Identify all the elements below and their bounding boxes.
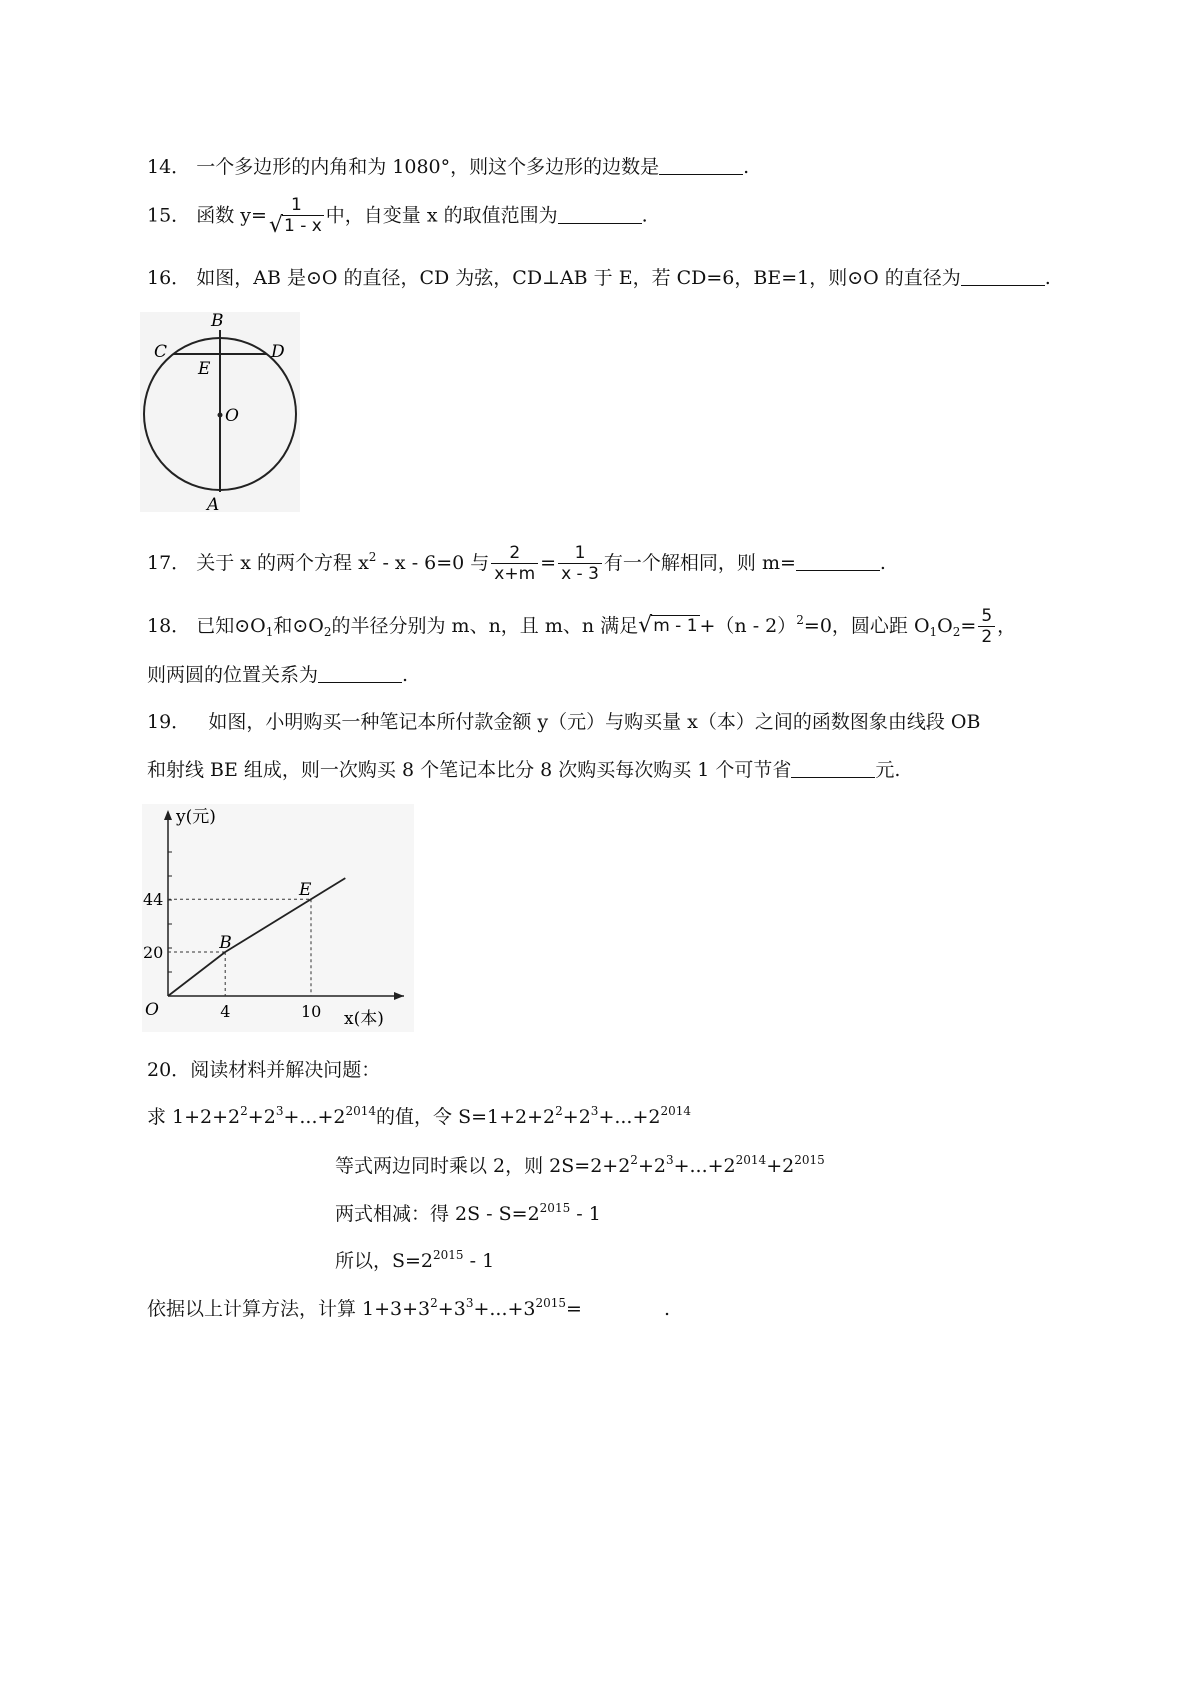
point-label-e: E xyxy=(299,880,312,901)
fraction: $\frac{1}{x - 3}$ xyxy=(558,544,602,584)
question-19-line-2: 和射线 BE 组成，则一次购买 8 个笔记本比分 8 次购买每次购买 1 个可节省 元. xyxy=(147,759,901,781)
fraction: 1 √ 1 - x xyxy=(268,195,322,238)
fraction: $\frac{2}{x+m}$ xyxy=(491,544,538,584)
question-20: 20．阅读材料并解决问题： xyxy=(147,1059,381,1081)
label-c: C xyxy=(154,342,168,362)
question-17: 17． 关于 x 的两个方程 $x^2 - x - 6=0$ 与 $\frac{2}{x+m}$ = $\frac{1}{x - 3}$ 有一个解相同，则 m= . xyxy=(147,543,886,584)
answer-blank xyxy=(659,156,743,175)
q20-line-4: 所以，$S=2^{2015} - 1$ xyxy=(335,1248,495,1272)
q20-line-1: 求 $1+2+2^2+2^3+...+2^{2014}$的值，令 $S=1+2+2^2+2^3+...+2^{2014}$ xyxy=(147,1104,692,1128)
label-o: O xyxy=(225,406,239,426)
x-tick-label: 4 xyxy=(220,1002,231,1021)
fraction: $\frac{5}{2}$ xyxy=(978,607,995,647)
answer-blank xyxy=(318,664,402,683)
x-axis-label: x(本) xyxy=(344,1009,384,1029)
q20-line-5: 依据以上计算方法，计算 $1+3+3^2+3^3+...+3^{2015}=$ . xyxy=(147,1296,671,1320)
q20-line-3: 两式相减：得 $2S - S=2^{2015} - 1$ xyxy=(335,1201,601,1225)
y-tick-label: 44 xyxy=(143,890,164,910)
answer-blank xyxy=(558,205,642,224)
label-e: E xyxy=(198,359,211,379)
label-b: B xyxy=(211,312,224,331)
y-axis-label: y(元) xyxy=(176,807,216,827)
origin-label: O xyxy=(145,1000,159,1020)
point-label-b: B xyxy=(219,933,232,953)
label-d: D xyxy=(271,342,285,362)
square-root: √ 1 - x xyxy=(268,212,322,238)
answer-blank xyxy=(961,267,1045,286)
question-15: 15． 函数 y= 1 √ 1 - x 中，自变量 x 的取值范围为 . xyxy=(147,195,648,238)
answer-blank xyxy=(791,759,875,778)
function-chart xyxy=(142,804,414,1037)
question-18-line-2: 则两圆的位置关系为 . xyxy=(147,664,409,686)
question-19: 19． 如图，小明购买一种笔记本所付款金额 y（元）与购买量 x（本）之间的函数图象由线段 OB xyxy=(147,711,981,733)
x-tick-label: 10 xyxy=(301,1002,322,1021)
label-a: A xyxy=(207,495,220,512)
y-tick-label: 20 xyxy=(143,943,164,962)
square-root: √ m - 1 xyxy=(638,613,698,639)
question-14: 14． 一个多边形的内角和为 1080°，则这个多边形的边数是 . xyxy=(147,156,750,178)
answer-blank xyxy=(796,552,880,571)
question-16: 16． 如图，AB 是⊙O 的直径，CD 为弦，CD⊥AB 于 E，若 CD=6，BE=1，则⊙O 的直径为 . xyxy=(147,267,1051,289)
circle-figure xyxy=(140,312,300,517)
center-dot xyxy=(218,413,223,418)
q20-line-2: 等式两边同时乘以 2，则 $2S=2+2^2+2^3+...+2^{2014}+2^{2015}$ xyxy=(335,1153,825,1177)
question-18: 18． 已知$⊙O_1$和$⊙O_2$的半径分别为 m、n，且 m、n 满足 √ m - 1 +（n - 2）$^2$=0，圆心距 $O_1O_2=$ $\frac{5}{2}$ ， xyxy=(147,606,1017,647)
